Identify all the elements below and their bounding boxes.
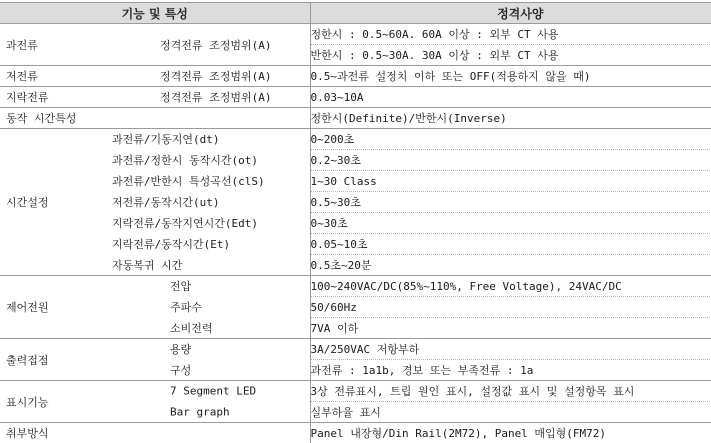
undercurrent-label: 저전류: [6, 68, 38, 84]
power-row-value: 7VA 이하: [310, 318, 711, 339]
table-row: [0, 108, 711, 129]
header-spec: 정격사양: [310, 3, 711, 24]
output-label: 출력접점: [6, 352, 49, 368]
undercurrent-sub: 정격전류 조정범위(A): [160, 68, 272, 84]
output-row-value: 과전류 : 1a1b, 경보 또는 부족전류 : 1a: [310, 360, 711, 381]
time-row-value: 1~30 Class: [310, 171, 711, 192]
header-features: 기능 및 특성: [0, 3, 310, 24]
power-row-value: 100~240VAC/DC(85%~110%, Free Voltage), 24VAC/DC: [310, 276, 711, 297]
operation-label: 동작 시간특성: [6, 110, 76, 126]
undercurrent-value: 0.5~과전류 설정치 이하 또는 OFF(적용하지 않을 때): [310, 66, 711, 87]
time-row-name: 과전류/반한시 특성곡선(clS): [112, 173, 265, 189]
overcurrent-label: 과전류: [6, 37, 38, 53]
time-row-value: 0.2~30초: [310, 150, 711, 171]
ground-label: 지락전류: [6, 89, 49, 105]
mounting-value: Panel 내장형/Din Rail(2M72), Panel 매입형(FM72): [310, 423, 711, 443]
display-row-value: 3상 전류표시, 트립 원인 표시, 설정값 표시 및 설정항목 표시: [310, 381, 711, 402]
overcurrent-value-2: 반한시 : 0.5~30A. 30A 이상 : 외부 CT 사용: [310, 45, 711, 66]
time-row-name: 저전류/동작시간(ut): [112, 194, 220, 210]
ground-sub: 정격전류 조정범위(A): [160, 89, 272, 105]
output-row-value: 3A/250VAC 저항부하: [310, 339, 711, 360]
time-row-name: 지락전류/동작지연시간(Edt): [112, 215, 258, 231]
table-row: [0, 129, 711, 150]
time-row-value: 0.5초~20분: [310, 255, 711, 276]
power-row-name: 소비전력: [170, 320, 213, 336]
display-row-name: Bar graph: [170, 406, 230, 419]
display-row-name: 7 Segment LED: [170, 385, 256, 398]
overcurrent-value-1: 정한시 : 0.5~60A. 60A 이상 : 외부 CT 사용: [310, 24, 711, 45]
table-header: [0, 3, 711, 24]
power-row-name: 전압: [170, 278, 191, 294]
power-row-name: 주파수: [170, 299, 202, 315]
table-row: [0, 423, 711, 443]
time-row-value: 0~30초: [310, 213, 711, 234]
table-row: [0, 339, 711, 360]
time-row-name: 자동복귀 시간: [112, 257, 182, 273]
output-row-name: 용량: [170, 341, 191, 357]
mounting-label: 취부방식: [6, 425, 49, 441]
table-row: [0, 87, 711, 108]
display-label: 표시기능: [6, 394, 49, 410]
power-row-value: 50/60Hz: [310, 297, 711, 318]
time-row-name: 과전류/정한시 동작시간(ot): [112, 152, 258, 168]
overcurrent-sub: 정격전류 조정범위(A): [160, 37, 272, 53]
power-label: 제어전원: [6, 299, 49, 315]
time-setting-label: 시간설정: [6, 194, 49, 210]
output-row-name: 구성: [170, 362, 191, 378]
display-row-value: 실부하율 표시: [310, 402, 711, 423]
time-row-name: 지락전류/동작시간(Et): [112, 236, 230, 252]
operation-value: 정한시(Definite)/반한시(Inverse): [310, 108, 711, 129]
table-row: [0, 381, 711, 402]
ground-value: 0.03~10A: [310, 87, 711, 108]
table-row: [0, 24, 711, 45]
time-row-value: 0.5~30초: [310, 192, 711, 213]
time-row-name: 과전류/기동지연(dt): [112, 131, 220, 147]
time-row-value: 0.05~10초: [310, 234, 711, 255]
table-row: [0, 66, 711, 87]
spec-table: [0, 2, 711, 443]
table-row: [0, 276, 711, 297]
time-row-value: 0~200초: [310, 129, 711, 150]
